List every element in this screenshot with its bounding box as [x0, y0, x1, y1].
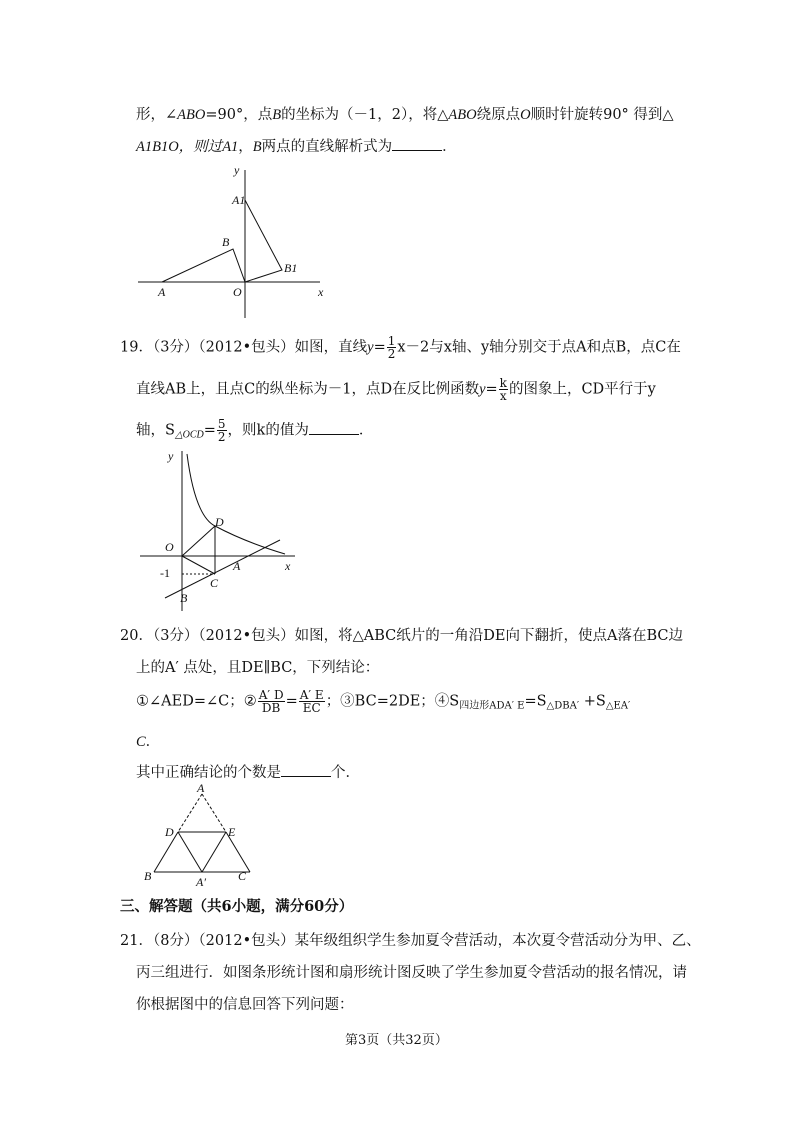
label-B1: B1: [284, 261, 298, 275]
label-y: y: [234, 163, 240, 177]
label-Aprime: A′: [196, 875, 206, 889]
label-O: O: [233, 285, 242, 299]
label-B: B: [144, 869, 152, 883]
q20-line3-cont: C．: [136, 734, 161, 750]
label-C: C: [210, 576, 219, 590]
q19-line3: 轴，$S_{\triangle OCD}=$ $\frac{5}{2}$ ，则k的值为 ．: [136, 417, 374, 444]
label-A: A: [158, 285, 166, 299]
q18-line1: 形，∠ABO=90°，点B的坐标为（－1，2），将△ABO绕原点O顺时针旋转90° 得到△: [136, 107, 674, 123]
label-A1: A1: [232, 193, 246, 207]
q19-line1: 19．（3分）（2012•包头）如图，直线y= $\frac{1}{2}$ x－2与x轴、y轴分别交于点A和点B，点C在: [120, 334, 681, 361]
q20-line4: 其中正确结论的个数是 个．: [136, 765, 360, 781]
label-D: D: [215, 515, 224, 529]
q20-line3: ①∠AED=∠C；② $\frac{A' D}{DB}$ = $\frac{A' E}{EC}$ ；③BC=2DE；$④S_{四边形ADA' E}=S_{\triangle DBA'} +S_{\triangle EA'}$: [136, 688, 631, 715]
q18-line2: A1B1O，则过A1，B两点的直线解析式为 ．: [136, 139, 457, 155]
label-x: x: [285, 559, 291, 573]
page-footer: 第3页（共32页）: [345, 1033, 448, 1048]
answer-blank: [392, 138, 442, 151]
label-A: A: [233, 559, 241, 573]
label-y: y: [168, 449, 174, 463]
q20-line1: 20．（3分）（2012•包头）如图，将△ABC纸片的一角沿DE向下翻折，使点A落在BC边: [120, 628, 683, 644]
q20-figure: [140, 782, 255, 890]
q21-line2: 丙三组进行．如图条形统计图和扇形统计图反映了学生参加夏令营活动的报名情况，请: [136, 965, 687, 981]
label-B: B: [180, 591, 188, 605]
label-B: B: [222, 235, 230, 249]
label-D: D: [165, 825, 174, 839]
answer-blank: [309, 422, 359, 435]
label-O: O: [165, 540, 174, 554]
label-C: C: [238, 869, 247, 883]
section-heading: 三、解答题（共6小题，满分60分）: [120, 898, 354, 915]
label-E: E: [228, 825, 236, 839]
q19-figure: [135, 446, 305, 616]
q20-line2: 上的A′ 点处，且DE∥BC，下列结论：: [136, 660, 380, 676]
label-A: A: [197, 782, 205, 795]
q21-line1: 21．（8分）（2012•包头）某年级组织学生参加夏令营活动，本次夏令营活动分为甲、乙、: [120, 933, 701, 949]
q21-line3: 你根据图中的信息回答下列问题：: [136, 997, 354, 1013]
answer-blank: [281, 764, 331, 777]
q19-line2: 直线AB上，且点C的纵坐标为－1，点D在反比例函数y= $\frac{k}{x}$ 的图象上，CD平行于y: [136, 376, 656, 403]
label-x: x: [318, 285, 324, 299]
q18-figure: [130, 160, 340, 320]
label-minus1: -1: [160, 566, 170, 580]
